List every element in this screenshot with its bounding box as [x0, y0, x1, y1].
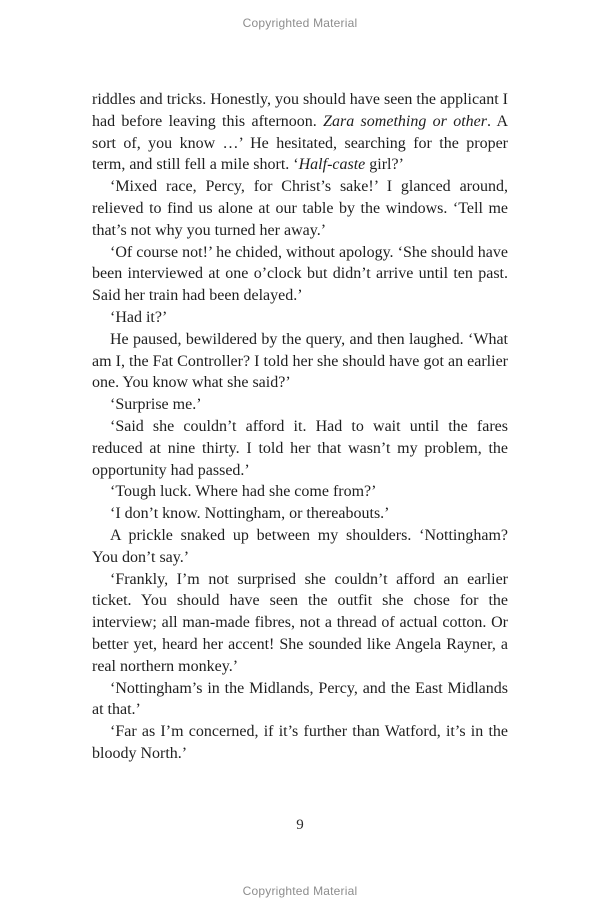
text-segment: ‘Said she couldn’t afford it. Had to wait until the fares reduced at nine thirty. I told her that wasn’t my problem, the opportunity had passed.’	[92, 417, 508, 479]
text-segment: ‘I don’t know. Nottingham, or thereabouts.’	[110, 505, 390, 523]
text-segment: ‘Mixed race, Percy, for Christ’s sake!’ I glanced around, relieved to find us alone at our table by the windows. ‘Tell me that’s not why you turned her away.’	[92, 178, 508, 239]
text-segment: He paused, bewildered by the query, and then laughed. ‘What am I, the Fat Controller? I told her she should have got an earlier one. You know what she said?’	[92, 330, 508, 392]
text-segment: . A sort of, you know …’ He hesitated, searching for the proper term, and still fell a mile short. ‘	[92, 112, 508, 174]
paragraph	[92, 176, 508, 241]
text-segment: ‘Had it?’	[110, 308, 168, 326]
paragraph	[92, 307, 508, 329]
text-segment: Half-caste	[298, 156, 366, 174]
text-segment: ‘Surprise me.’	[110, 396, 202, 414]
paragraph	[92, 569, 508, 678]
paragraph	[92, 503, 508, 525]
text-segment: ‘Far as I’m concerned, if it’s further than Watford, it’s in the bloody North.’	[92, 723, 508, 762]
text-segment: ‘Tough luck. Where had she come from?’	[110, 483, 377, 501]
paragraph	[92, 678, 508, 722]
text-segment: A prickle snaked up between my shoulders. ‘Nottingham? You don’t say.’	[92, 526, 508, 566]
paragraph	[92, 481, 508, 503]
paragraph	[92, 416, 508, 481]
paragraph	[92, 89, 508, 176]
paragraph	[92, 721, 508, 765]
copyright-notice-top: Copyrighted Material	[242, 16, 358, 30]
text-segment: Zara something or other	[323, 112, 487, 130]
text-segment: ‘Of course not!’ he chided, without apology. ‘She should have been interviewed at one o’clock but didn’t arrive until ten past. Said her train had been delayed.’	[92, 243, 508, 305]
text-segment: riddles and tricks. Honestly, you should have seen the applicant I had before leaving this afternoon.	[92, 91, 508, 130]
paragraph	[92, 394, 508, 416]
paragraph	[92, 242, 508, 307]
page-number: 9	[296, 817, 304, 833]
text-segment: girl?’	[365, 156, 404, 174]
paragraph	[92, 525, 508, 569]
copyright-notice-bottom: Copyrighted Material	[242, 884, 358, 898]
book-page-text	[92, 89, 508, 765]
text-segment: ‘Nottingham’s in the Midlands, Percy, and the East Midlands at that.’	[92, 679, 508, 719]
paragraph	[92, 329, 508, 394]
text-segment: ‘Frankly, I’m not surprised she couldn’t afford an earlier ticket. You should have seen the outfit she chose for the interview; all man-made fibres, not a thread of actual cotton. Or better yet, heard her accent! She sounded like Angela Rayner, a real northern monkey.’	[92, 570, 508, 675]
